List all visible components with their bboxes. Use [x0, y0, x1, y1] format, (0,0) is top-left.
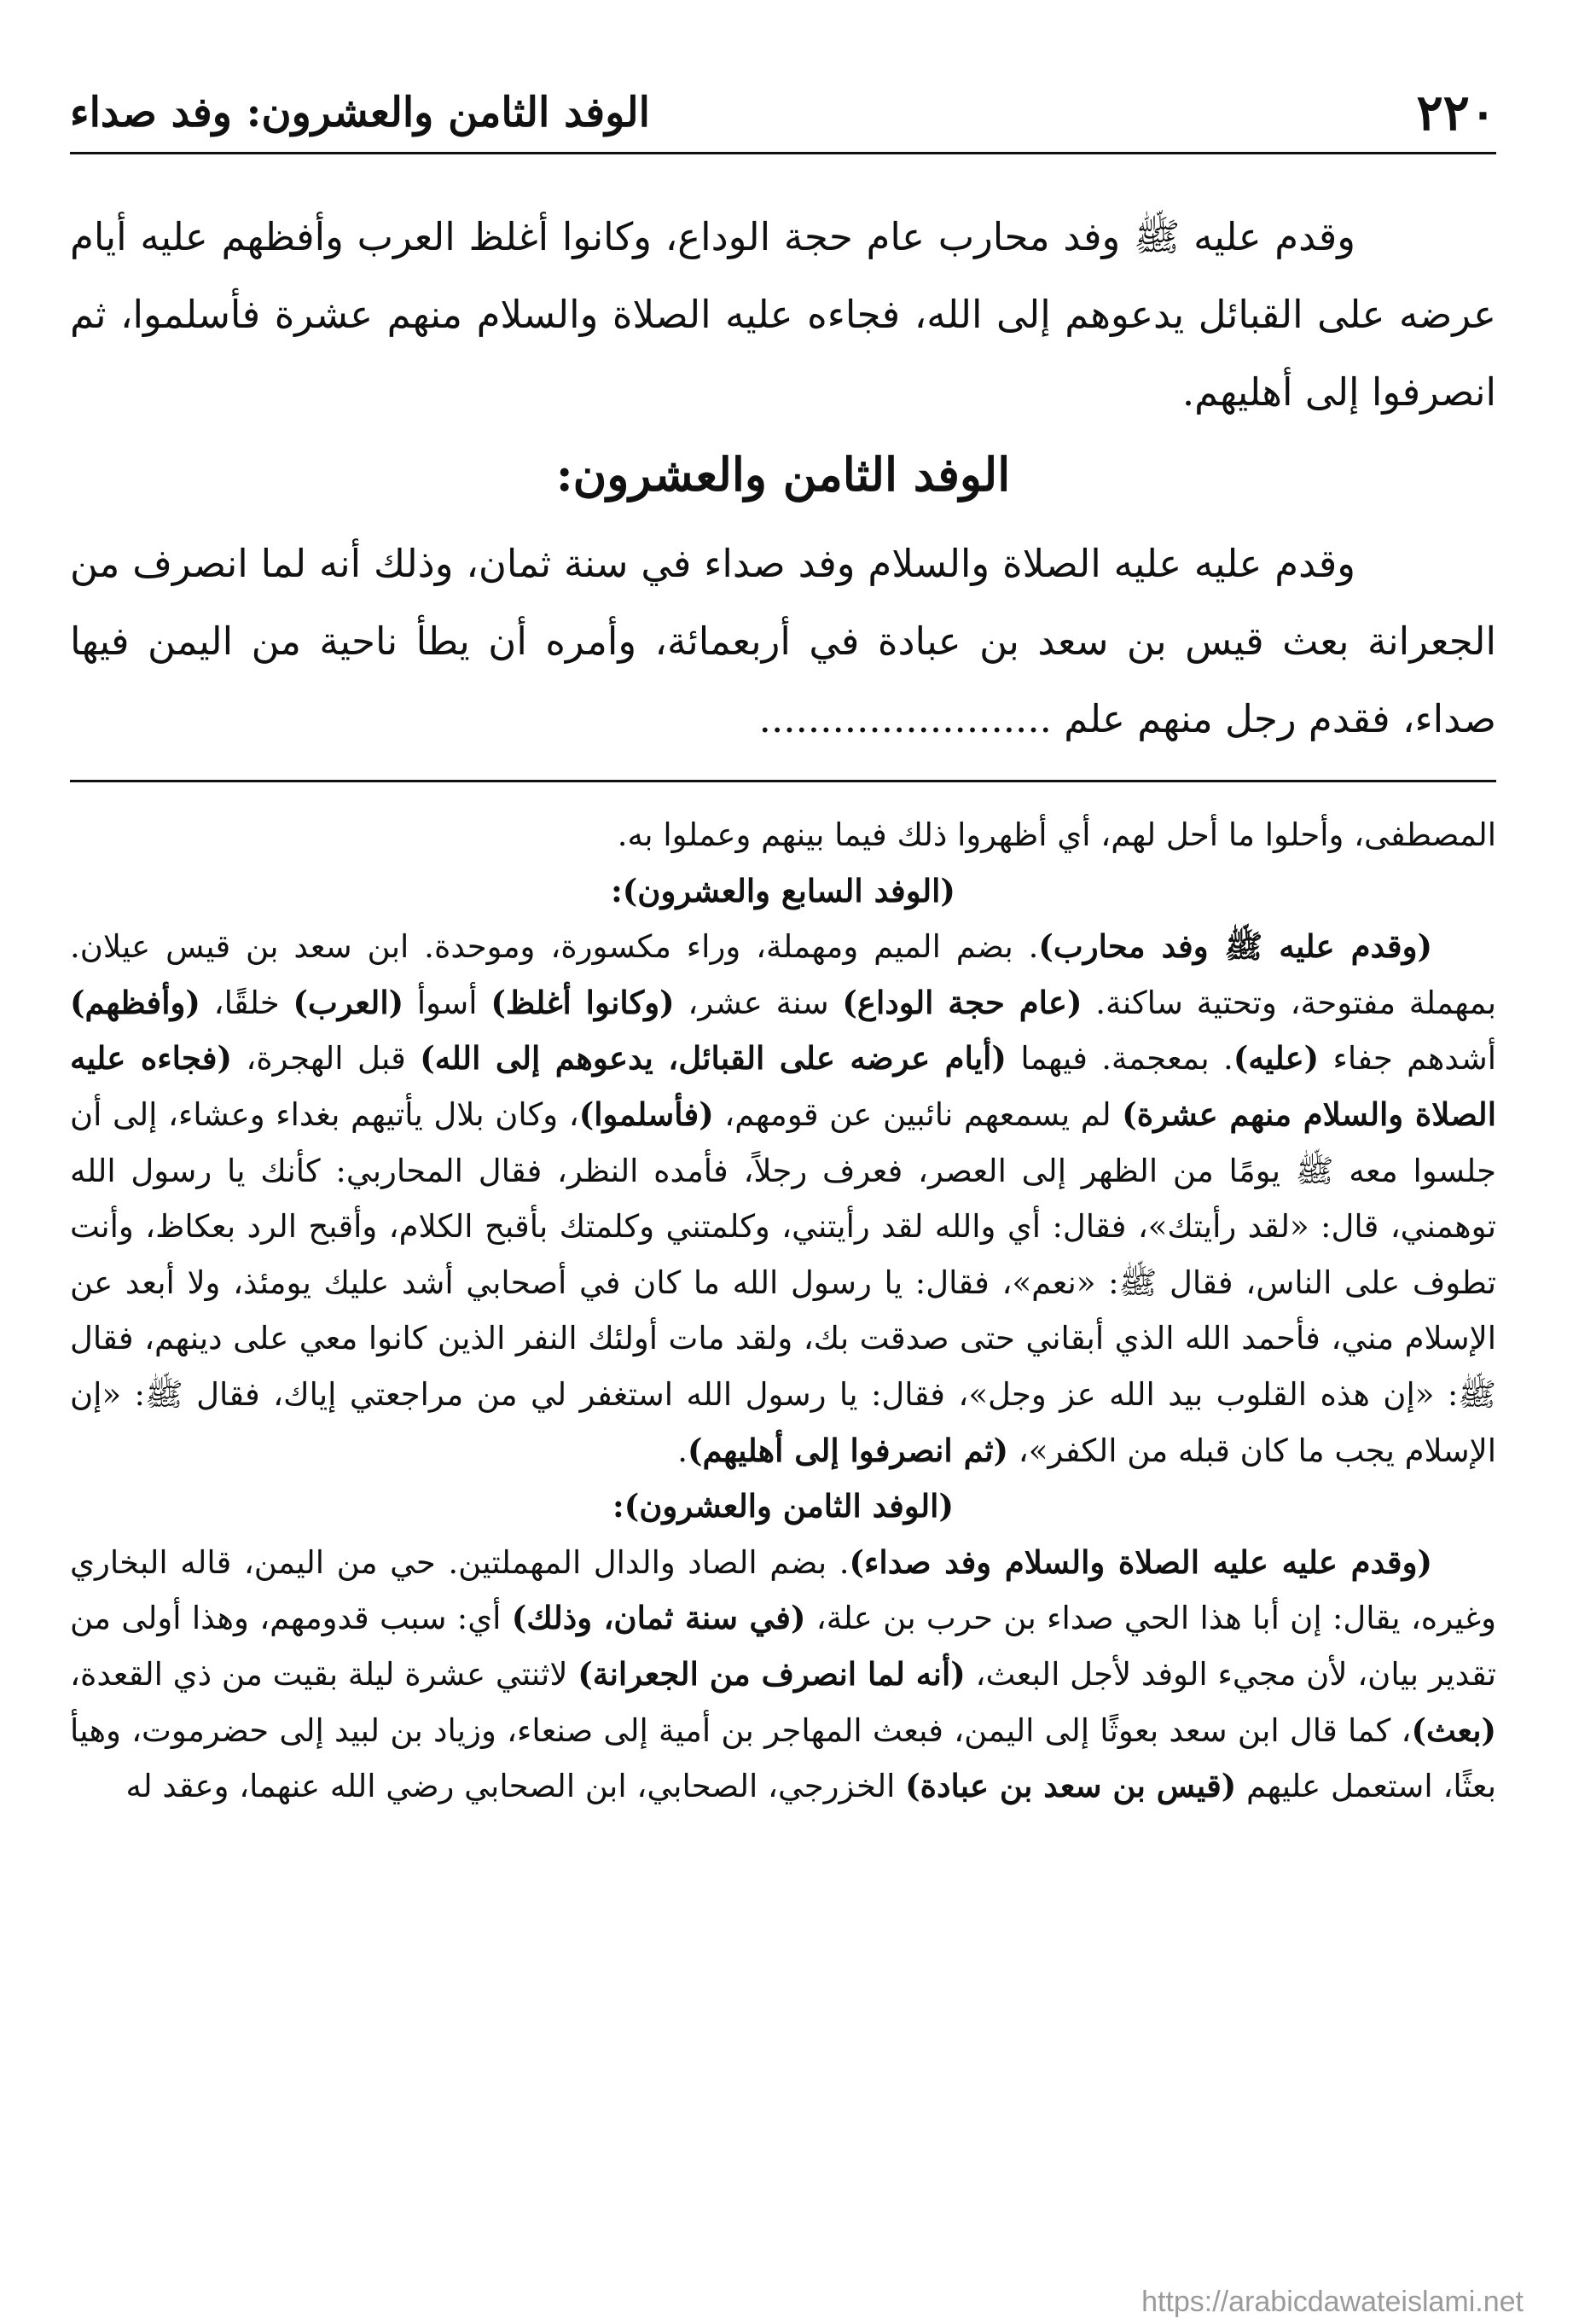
commentary-paragraph-2: [70, 1535, 1496, 1815]
quoted-phrase: (عليه): [1233, 1039, 1320, 1078]
running-title: الوفد الثامن والعشرون: وفد صداء: [70, 89, 650, 137]
page-number: ٢٢٠: [1416, 84, 1496, 142]
section-heading: الوفد الثامن والعشرون:: [555, 447, 1011, 502]
quoted-phrase: (عام حجة الوداع): [842, 983, 1083, 1021]
quoted-phrase: (فأسلموا): [578, 1095, 714, 1133]
commentary-text: أشدهم جفاء: [1319, 1040, 1497, 1078]
commentary-subheading-1: (الوفد السابع والعشرون):: [611, 871, 955, 909]
quoted-phrase: (العرب): [293, 983, 404, 1021]
quoted-phrase: (فجاءه عليه الصلاة والسلام منهم عشرة): [70, 1039, 1496, 1133]
commentary-subheading-2: (الوفد الثامن والعشرون):: [612, 1487, 954, 1525]
continuation-dots: ........................: [758, 696, 1052, 741]
commentary-text: قبل الهجرة،: [231, 1040, 421, 1078]
commentary-text: أي: سبب قدومهم، وهذا أولى من تقدير بيان، لأن مجيء الوفد لأجل البعث،: [70, 1600, 1497, 1693]
quoted-phrase: (قيس بن سعد بن عبادة): [905, 1767, 1237, 1805]
commentary-text: خلقًا،: [200, 984, 293, 1021]
commentary-text: . بضم الصاد والدال المهملتين. حي من اليمن، قاله البخاري وغيره، يقال: إن أبا هذا الحي صداء بن حرب بن علة،: [70, 1543, 1496, 1637]
quoted-phrase: (وأفظهم): [70, 983, 200, 1021]
commentary-text: أسوأ: [403, 984, 491, 1021]
quoted-phrase: (وقدم عليه ﷺ وفد محارب): [1038, 927, 1432, 966]
commentary-text: الخزرجي، الصحابي، ابن الصحابي رضي الله عنهما، وعقد له: [125, 1768, 906, 1805]
commentary-text: .: [677, 1432, 688, 1469]
commentary-text: سنة عشر،: [674, 984, 843, 1021]
commentary-text: ، كما قال ابن سعد بعوثًا إلى اليمن، فبعث المهاجر بن أمية إلى صنعاء، وزياد بن لبيد إلى حضرموت، وهيأ بعثًا، استعمل عليهم: [70, 1711, 1496, 1805]
page-header: [70, 78, 1496, 147]
commentary-line: المصطفى، وأحلوا ما أحل لهم، أي أظهروا ذلك فيما بينهم وعملوا به.: [617, 816, 1496, 853]
main-paragraph-1: وقدم عليه ﷺ وفد محارب عام حجة الوداع، وكانوا أغلظ العرب وأفظهم عليه أيام عرضه على القبائل يدعوهم إلى الله، فجاءه عليه الصلاة والسلام منهم عشرة فأسلموا، ثم انصرفوا إلى أهليهم.: [70, 214, 1496, 415]
commentary-text: ، وكان بلال يأتيهم بغداء وعشاء، إلى أن جلسوا معه ﷺ يومًا من الظهر إلى العصر، فعرف رجلاً، فأمده النظر، فقال المحاربي: كأنك يا رسول الله توهمني، قال: «لقد رأيتك»، فقال: أي والله لقد رأيتني، وكلمتني وكلمتك بأقبح الكلام، وأقبح الرد بعكاظ، وأنت تطوف على الناس، فقال ﷺ: «نعم»، فقال: يا رسول الله ما كان في أصحابي أشد عليك يومئذ، ولا أبعد عن الإسلام مني، فأحمد الله الذي أبقاني حتى صدقت بك، ولقد مات أولئك النفر الذين كانوا معي على دينهم، فقال ﷺ: «إن هذه القلوب بيد الله عز وجل»، فقال: يا رسول الله استغفر لي من مراجعتي إياك، فقال ﷺ: «إن الإسلام يجب ما كان قبله من الكفر»،: [70, 1095, 1496, 1469]
commentary-text: . بضم الميم ومهملة، وراء مكسورة، وموحدة. ابن سعد بن قيس عيلان. بمهملة مفتوحة، وتحتية ساكنة.: [70, 928, 1497, 1021]
watermark-url: https://arabicdawateislami.net: [1141, 2286, 1524, 2318]
main-paragraph-2: [70, 525, 1496, 758]
commentary-paragraph-1: [70, 919, 1496, 1479]
quoted-phrase: (في سنة ثمان، وذلك): [511, 1599, 806, 1637]
quoted-phrase: (وقدم عليه عليه الصلاة والسلام وفد صداء): [849, 1543, 1432, 1581]
commentary-text: لم يسمعهم نائبين عن قومهم،: [713, 1095, 1123, 1133]
footnote-rule: [70, 780, 1496, 782]
main-paragraph-2-text: وقدم عليه عليه الصلاة والسلام وفد صداء في سنة ثمان، وذلك أنه لما انصرف من الجعرانة بعث قيس بن سعد بن عبادة في أربعمائة، وأمره أن يطأ ناحية من اليمن فيها صداء، فقدم رجل منهم علم: [70, 541, 1496, 741]
header-rule: [70, 152, 1496, 154]
quoted-phrase: (وكانوا أغلظ): [490, 983, 675, 1021]
quoted-phrase: (ثم انصرفوا إلى أهليهم): [687, 1431, 1009, 1469]
commentary-block: [70, 807, 1496, 1815]
quoted-phrase: (بعث): [1411, 1711, 1496, 1749]
commentary-text: . بمعجمة. فيهما: [1006, 1040, 1233, 1078]
main-text-block-1: [70, 198, 1496, 431]
quoted-phrase: (أيام عرضه على القبائل، يدعوهم إلى الله): [420, 1039, 1007, 1078]
commentary-text: لاثنتي عشرة ليلة بقيت من ذي القعدة،: [70, 1655, 578, 1693]
main-text-block-2: [70, 525, 1496, 758]
quoted-phrase: (أنه لما انصرف من الجعرانة): [578, 1654, 966, 1693]
